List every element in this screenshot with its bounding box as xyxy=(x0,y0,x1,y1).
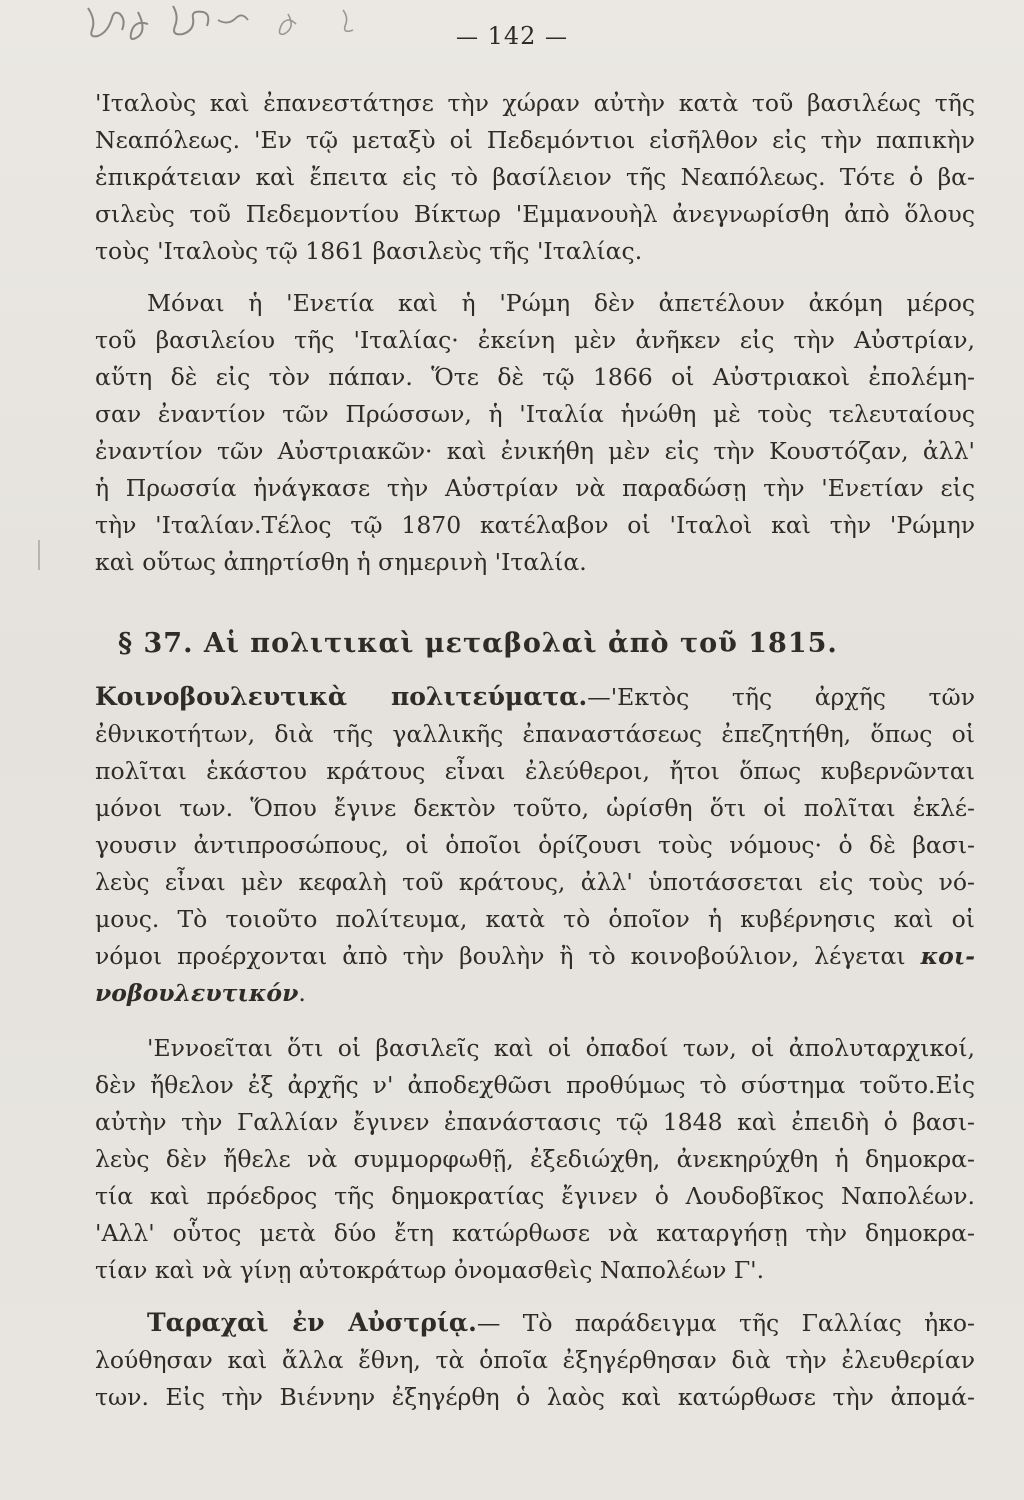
term-parliamentary: κοι- xyxy=(920,942,975,970)
text-line: των. Εἰς τὴν Βιέννην ἐξηγέρθη ὁ λαὸς καὶ κατώρθωσε τὴν ἀπομά- xyxy=(95,1383,975,1411)
text-line: σαν ἐναντίον τῶν Πρώσσων, ἡ 'Ιταλία ἡνώθη μὲ τοὺς τελευταίους xyxy=(95,400,975,428)
text-line: νοβουλευτικόν. xyxy=(95,979,306,1007)
text-line: ἡ Πρωσσία ἠνάγκασε τὴν Αὐστρίαν νὰ παραδώσῃ τὴν 'Ενετίαν εἰς xyxy=(95,474,975,502)
text-line: ἐναντίον τῶν Αὐστριακῶν· καὶ ἐνικήθη μὲν εἰς τὴν Κουστόζαν, ἀλλ' xyxy=(95,437,975,465)
text-line: τία καὶ πρόεδρος τῆς δημοκρατίας ἔγινεν ὁ Λουδοβῖκος Ναπολέων. xyxy=(95,1182,975,1210)
text-line: τίαν καὶ νὰ γίνῃ αὐτοκράτωρ ὀνομασθεὶς Ναπολέων Γ'. xyxy=(95,1256,765,1284)
text-line: ἐπικράτειαν καὶ ἔπειτα εἰς τὸ βασίλειον τῆς Νεαπόλεως. Τότε ὁ βα- xyxy=(95,163,975,191)
text-line: Μόναι ἡ 'Ενετία καὶ ἡ 'Ρώμη δὲν ἀπετέλουν ἀκόμη μέρος xyxy=(147,289,975,317)
text-line: αὐτὴν τὴν Γαλλίαν ἔγινεν ἐπανάστασις τῷ 1848 καὶ ἐπειδὴ ὁ βασι- xyxy=(95,1108,975,1136)
page-number-value: 142 xyxy=(487,22,537,50)
text-line: λούθησαν καὶ ἄλλα ἔθνη, τὰ ὁποῖα ἐξηγέρθησαν διὰ τὴν ἐλευθερίαν xyxy=(95,1346,975,1374)
text-line: Νεαπόλεως. 'Εν τῷ μεταξὺ οἱ Πεδεμόντιοι εἰσῆλθον εἰς τὴν παπικὴν xyxy=(95,126,975,154)
text-line: μους. Τὸ τοιοῦτο πολίτευμα, κατὰ τὸ ὁποῖον ἡ κυβέρνησις καὶ οἱ xyxy=(95,905,975,933)
text-line: πολῖται ἑκάστου κράτους εἶναι ἐλεύθεροι, ἤτοι ὅπως κυβερνῶνται xyxy=(95,757,975,785)
text-line: τοῦ βασιλείου τῆς 'Ιταλίας· ἐκείνη μὲν ἀνῆκεν εἰς τὴν Αὐστρίαν, xyxy=(95,326,975,354)
page-number: — 142 — xyxy=(455,22,569,50)
text-line: 'Αλλ' οὗτος μετὰ δύο ἔτη κατώρθωσε νὰ καταργήσῃ τὴν δημοκρα- xyxy=(95,1219,975,1247)
text-line: τὴν 'Ιταλίαν.Τέλος τῷ 1870 κατέλαβον οἱ 'Ιταλοὶ καὶ τὴν 'Ρώμην xyxy=(95,511,975,539)
text-line: σιλεὺς τοῦ Πεδεμοντίου Βίκτωρ 'Εμμανουὴλ ἀνεγνωρίσθη ἀπὸ ὅλους xyxy=(95,200,975,228)
text-line: 'Εννοεῖται ὅτι οἱ βασιλεῖς καὶ οἱ ὀπαδοί των, οἱ ἀπολυταρχικοί, xyxy=(147,1034,975,1062)
text-line: νόμοι προέρχονται ἀπὸ τὴν βουλὴν ἢ τὸ κοινοβούλιον, λέγεται κοι- xyxy=(95,942,975,970)
text-line: 'Ιταλοὺς καὶ ἐπανεστάτησε τὴν χώραν αὐτὴν κατὰ τοῦ βασιλέως τῆς xyxy=(95,89,975,117)
text-line: Ταραχαὶ ἐν Αὐστρίᾳ.— Τὸ παράδειγμα τῆς Γαλλίας ἠκο- xyxy=(147,1308,975,1337)
text-line: λεὺς δὲν ἤθελε νὰ συμμορφωθῇ, ἐξεδιώχθη, ἀνεκηρύχθη ἡ δημοκρα- xyxy=(95,1145,975,1173)
text-line: αὕτη δὲ εἰς τὸν πάπαν. Ὅτε δὲ τῷ 1866 οἱ Αὐστριακοὶ ἐπολέμη- xyxy=(95,363,975,391)
text-line: καὶ οὕτως ἀπηρτίσθη ἡ σημερινὴ 'Ιταλία. xyxy=(95,548,587,576)
text-line: μόνοι των. Ὅπου ἔγινε δεκτὸν τοῦτο, ὡρίσθη ὅτι οἱ πολῖται ἐκλέ- xyxy=(95,794,975,822)
text-line: δὲν ἤθελον ἐξ ἀρχῆς ν' ἀποδεχθῶσι προθύμως τὸ σύστημα τοῦτο.Εἰς xyxy=(95,1071,975,1099)
term-parliamentary-end: νοβουλευτικόν xyxy=(95,979,299,1007)
section-heading: § 37. Αἱ πολιτικαὶ μεταβολαὶ ἀπὸ τοῦ 1815. xyxy=(118,628,838,659)
text-line: Κοινοβουλευτικὰ πολιτεύματα.—'Εκτὸς τῆς ἀρχῆς τῶν xyxy=(95,682,975,711)
page-edge-mark xyxy=(38,540,40,570)
subheading-parliamentary: Κοινοβουλευτικὰ πολιτεύματα. xyxy=(95,682,588,711)
text-line: τοὺς 'Ιταλοὺς τῷ 1861 βασιλεὺς τῆς 'Ιταλίας. xyxy=(95,237,643,265)
subheading-austria: Ταραχαὶ ἐν Αὐστρίᾳ. xyxy=(147,1308,477,1337)
text-line: λεὺς εἶναι μὲν κεφαλὴ τοῦ κράτους, ἀλλ' ὑποτάσσεται εἰς τοὺς νό- xyxy=(95,868,975,896)
text-line: γουσιν ἀντιπροσώπους, οἱ ὁποῖοι ὁρίζουσι τοὺς νόμους· ὁ δὲ βασι- xyxy=(95,831,975,859)
text-line: ἐθνικοτήτων, διὰ τῆς γαλλικῆς ἐπαναστάσεως ἐπεζητήθη, ὅπως οἱ xyxy=(95,720,975,748)
